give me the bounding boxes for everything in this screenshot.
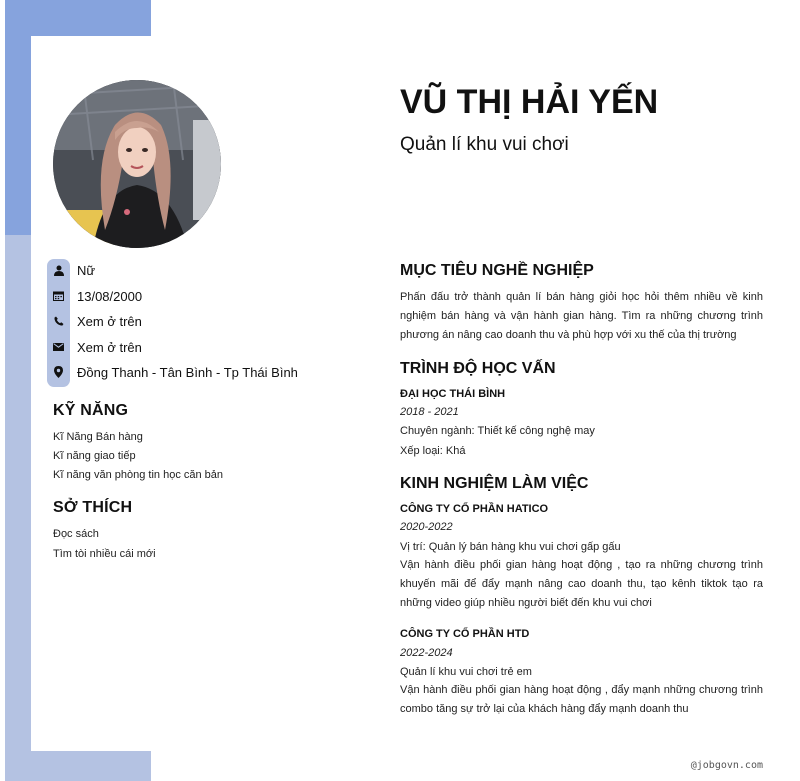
objective-text: Phấn đấu trở thành quản lí bán hàng giỏi học hỏi thêm nhiều về kinh nghiệm bán hàng và vận hành gian hàng. Tìm ra những chương trình phương án nâng cao doanh thu và phù hợp với xu thế của thị trường xyxy=(400,291,763,341)
mail-icon xyxy=(47,343,70,351)
location-icon xyxy=(47,366,70,378)
hobbies-heading: SỞ THÍCH xyxy=(53,499,133,516)
education-period: 2018 - 2021 xyxy=(400,406,459,418)
hobby-item: Tìm tòi nhiều cái mới xyxy=(53,548,156,560)
education-heading: TRÌNH ĐỘ HỌC VẤN xyxy=(400,360,556,377)
candidate-role: Quản lí khu vui chơi xyxy=(400,134,569,155)
email-text: Xem ở trên xyxy=(77,339,142,355)
watermark: @jobgovn.com xyxy=(690,760,763,771)
contact-birthday xyxy=(47,286,142,306)
avatar xyxy=(53,80,221,248)
phone-text: Xem ở trên xyxy=(77,313,142,329)
contact-phone xyxy=(47,311,142,331)
education-major: Chuyên ngành: Thiết kế công nghệ may xyxy=(400,425,595,437)
job-company: CÔNG TY CỔ PHẦN HATICO xyxy=(400,503,549,515)
job-company: CÔNG TY CỔ PHẦN HTD xyxy=(400,628,530,640)
experience-heading: KINH NGHIỆM LÀM VIỆC xyxy=(400,475,589,492)
hobby-item: Đọc sách xyxy=(53,528,99,540)
contact-gender xyxy=(47,260,95,280)
contact-email xyxy=(47,337,142,357)
phone-icon xyxy=(47,316,70,326)
skill-item: Kĩ năng văn phòng tin học căn bản xyxy=(53,469,224,481)
school-name: ĐẠI HỌC THÁI BÌNH xyxy=(400,388,506,400)
skill-item: Kĩ Năng Bán hàng xyxy=(53,431,143,443)
birthday-text: 13/08/2000 xyxy=(77,288,143,304)
job-description: Vận hành điều phối gian hàng hoạt động , đẩy mạnh những chương trình combo tăng sự trở lại của khách hàng đẩy mạnh doanh thu xyxy=(400,684,763,715)
job-period: 2022-2024 xyxy=(400,647,453,659)
candidate-name: VŨ THỊ HẢI YẾN xyxy=(400,83,659,121)
calendar-icon xyxy=(47,291,70,301)
gender-text: Nữ xyxy=(77,262,96,278)
objective-heading: MỤC TIÊU NGHỀ NGHIỆP xyxy=(400,262,594,279)
job-position: Vị trí: Quản lý bán hàng khu vui chơi gấp gấu xyxy=(400,541,621,553)
skill-item: Kĩ năng giao tiếp xyxy=(53,450,136,462)
person-icon xyxy=(47,265,70,276)
skills-heading: KỸ NĂNG xyxy=(53,402,129,419)
job-description: Vận hành điều phối gian hàng hoạt động , tạo ra những chương trình khuyến mãi để đẩy mạnh nâng cao doanh thu, tạo kênh tiktok tạo ra những video giúp nhiều người biết đến khu vui chơi xyxy=(400,559,763,609)
address-text: Đồng Thanh - Tân Bình - Tp Thái Bình xyxy=(77,364,298,380)
contact-address xyxy=(47,362,298,382)
education-grade: Xếp loại: Khá xyxy=(400,445,466,457)
job-period: 2020-2022 xyxy=(400,521,453,533)
job-position: Quản lí khu vui chơi trẻ em xyxy=(400,666,532,678)
